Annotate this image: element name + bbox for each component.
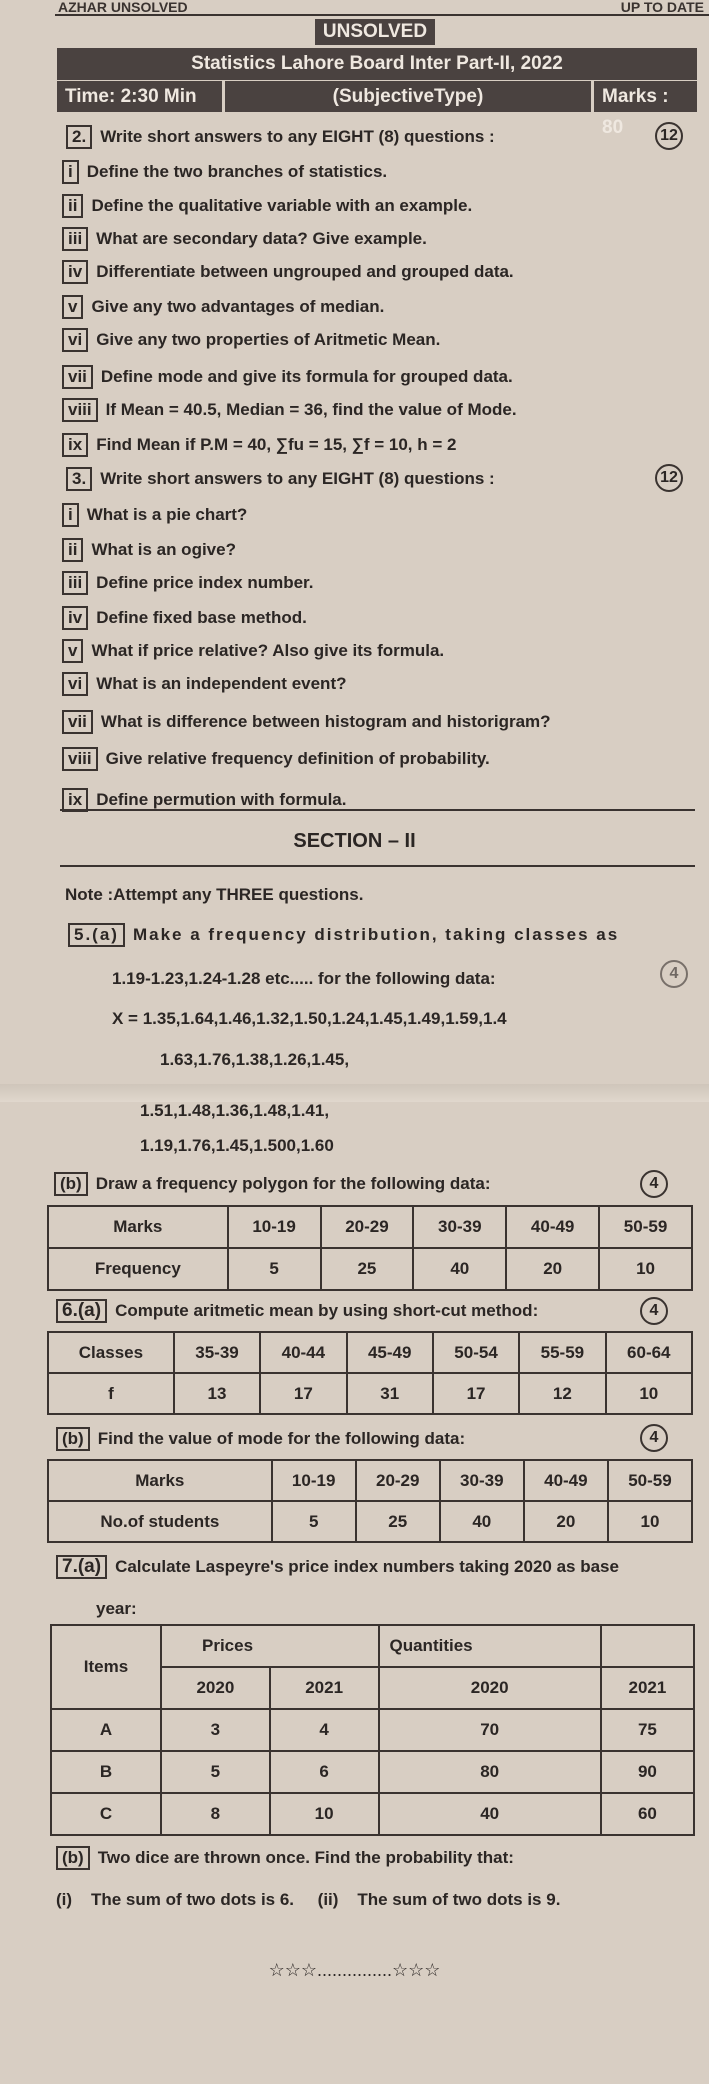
- q5a-line: 1.19-1.23,1.24-1.28 etc..... for the following data:: [112, 969, 496, 988]
- table-row: [48, 1332, 692, 1373]
- item-number: iv: [62, 606, 88, 630]
- time: Time: 2:30 Min: [57, 81, 222, 112]
- table-cell: 17: [260, 1373, 346, 1414]
- q5a-line: 1.63,1.76,1.38,1.26,1.45,: [160, 1050, 350, 1069]
- short-question: [62, 260, 514, 284]
- short-question: [62, 538, 236, 562]
- item-text: Differentiate between ungrouped and grouped data.: [96, 262, 514, 281]
- item-number: vii: [62, 365, 93, 389]
- marks-circle: 4: [640, 1424, 668, 1452]
- part-i-text: The sum of two dots is 6.: [90, 1890, 295, 1909]
- table-cell: 17: [433, 1373, 519, 1414]
- item-number: viii: [62, 747, 98, 771]
- table-row: [48, 1206, 692, 1248]
- table-row: [48, 1248, 692, 1290]
- table-cell: Marks: [48, 1460, 272, 1501]
- q5a-text: Make a frequency distribution, taking classes as: [132, 925, 620, 944]
- q7b-text: Two dice are thrown once. Find the probability that:: [97, 1848, 514, 1867]
- item-text: What if price relative? Also give its formula.: [91, 641, 445, 660]
- table-cell: B: [51, 1751, 161, 1793]
- q7a-table: [50, 1624, 695, 1836]
- header-left: AZHAR UNSOLVED: [58, 0, 188, 15]
- table-row: [48, 1460, 692, 1501]
- q5a-number: 5.(a): [68, 923, 125, 947]
- table-cell: 35-39: [174, 1332, 260, 1373]
- short-question: [62, 227, 427, 251]
- table-cell: 31: [347, 1373, 433, 1414]
- item-text: Give relative frequency definition of probability.: [105, 749, 490, 768]
- short-question: [62, 672, 347, 696]
- q5a-line: X = 1.35,1.64,1.46,1.32,1.50,1.24,1.45,1.49,1.59,1.4: [112, 1009, 507, 1028]
- table-cell: 70: [379, 1709, 601, 1751]
- q5a-line: 1.51,1.48,1.36,1.48,1.41,: [140, 1101, 330, 1120]
- end-marker: ☆☆☆...............☆☆☆: [268, 1960, 441, 1980]
- table-cell: 10: [606, 1373, 692, 1414]
- table-cell: f: [48, 1373, 174, 1414]
- short-question: [62, 433, 456, 457]
- q5a-line: 1.19,1.76,1.45,1.500,1.60: [140, 1136, 334, 1155]
- item-text: Define mode and give its formula for grouped data.: [100, 367, 513, 386]
- table-cell: 5: [272, 1501, 356, 1542]
- table-cell: 10: [608, 1501, 692, 1542]
- item-text: Find Mean if P.M = 40, ∑fu = 15, ∑f = 10, h = 2: [96, 435, 457, 454]
- col-quantities: Quantities: [379, 1625, 601, 1667]
- q7a-prompt: [56, 1555, 619, 1579]
- short-question: [62, 571, 313, 595]
- part-ii-label: (ii): [317, 1890, 339, 1909]
- table-cell: Frequency: [48, 1248, 228, 1290]
- short-question: [62, 398, 517, 422]
- table-cell: 50-54: [433, 1332, 519, 1373]
- item-text: Define the qualitative variable with an example.: [91, 196, 473, 215]
- q3-heading: [66, 467, 495, 491]
- item-number: v: [62, 639, 83, 663]
- table-row: [51, 1793, 694, 1835]
- item-number: viii: [62, 398, 98, 422]
- divider: [60, 809, 695, 811]
- short-question: [62, 365, 513, 389]
- short-question: [62, 710, 551, 734]
- section-title: SECTION – II: [293, 830, 416, 852]
- short-question: [62, 606, 307, 630]
- q6b-number: (b): [56, 1427, 90, 1451]
- unsolved-badge: UNSOLVED: [315, 19, 435, 45]
- marks-circle: 4: [640, 1297, 668, 1325]
- table-cell: 80: [379, 1751, 601, 1793]
- short-question: [62, 639, 444, 663]
- q5b-prompt: [54, 1172, 491, 1196]
- table-cell: 40-44: [260, 1332, 346, 1373]
- item-text: If Mean = 40.5, Median = 36, find the value of Mode.: [105, 400, 517, 419]
- marks-circle: 4: [640, 1170, 668, 1198]
- col-items: Items: [51, 1625, 161, 1709]
- q6b-text: Find the value of mode for the following data:: [97, 1429, 466, 1448]
- table-cell: C: [51, 1793, 161, 1835]
- table-cell: 40: [413, 1248, 506, 1290]
- note: Note :Attempt any THREE questions.: [65, 885, 364, 904]
- table-cell: 8: [161, 1793, 270, 1835]
- item-text: Give any two advantages of median.: [91, 297, 385, 316]
- table-cell: 50-59: [608, 1460, 692, 1501]
- q7a-text-cont: year:: [96, 1599, 137, 1618]
- table-cell: 50-59: [599, 1206, 692, 1248]
- page-fold: [0, 1084, 709, 1102]
- marks-circle: 12: [655, 464, 683, 492]
- table-row: [48, 1501, 692, 1542]
- item-number: vi: [62, 672, 88, 696]
- table-cell: 40-49: [506, 1206, 599, 1248]
- q6a-prompt: [56, 1299, 538, 1323]
- q5a-prompt: [68, 923, 619, 947]
- item-text: What is an ogive?: [91, 540, 236, 559]
- total-marks: Marks : 80: [594, 81, 697, 112]
- short-question: [62, 194, 472, 218]
- table-cell: 40-49: [524, 1460, 608, 1501]
- marks-circle: 12: [655, 122, 683, 150]
- table-cell: 30-39: [440, 1460, 524, 1501]
- item-text: What is an independent event?: [96, 674, 347, 693]
- table-cell: 6: [270, 1751, 379, 1793]
- table-cell: 75: [601, 1709, 694, 1751]
- item-number: i: [62, 160, 79, 184]
- item-text: What are secondary data? Give example.: [96, 229, 427, 248]
- col-prices: Prices: [161, 1625, 379, 1667]
- table-cell: 30-39: [413, 1206, 506, 1248]
- item-number: iv: [62, 260, 88, 284]
- q5b-table: [47, 1205, 693, 1291]
- table-cell: 4: [270, 1709, 379, 1751]
- table-cell: 5: [228, 1248, 321, 1290]
- item-number: ii: [62, 538, 83, 562]
- table-cell: 25: [321, 1248, 414, 1290]
- q6a-number: 6.(a): [56, 1299, 107, 1323]
- marks-circle: 4: [660, 960, 688, 988]
- q6b-prompt: [56, 1427, 465, 1451]
- q6a-text: Compute aritmetic mean by using short-cut method:: [115, 1301, 539, 1320]
- q5b-number: (b): [54, 1172, 88, 1196]
- year-cell: 2020: [379, 1667, 601, 1709]
- short-question: [62, 328, 440, 352]
- item-text: What is a pie chart?: [86, 505, 248, 524]
- table-row: [51, 1709, 694, 1751]
- table-cell: 5: [161, 1751, 270, 1793]
- empty-cell: [601, 1625, 694, 1667]
- short-question: [62, 747, 490, 771]
- q7a-number: 7.(a): [56, 1555, 107, 1579]
- table-cell: 10-19: [228, 1206, 321, 1248]
- table-cell: 40: [379, 1793, 601, 1835]
- table-cell: 20-29: [356, 1460, 440, 1501]
- table-cell: 20: [506, 1248, 599, 1290]
- q2-heading: [66, 125, 495, 149]
- q6a-table: [47, 1331, 693, 1415]
- table-cell: 10-19: [272, 1460, 356, 1501]
- item-number: i: [62, 503, 79, 527]
- table-cell: 25: [356, 1501, 440, 1542]
- part-i-label: (i): [56, 1890, 73, 1909]
- item-number: iii: [62, 227, 88, 251]
- q7b-prompt: [56, 1846, 514, 1870]
- table-cell: 10: [599, 1248, 692, 1290]
- item-number: ix: [62, 788, 88, 812]
- item-number: ii: [62, 194, 83, 218]
- q6b-table: [47, 1459, 693, 1543]
- divider: [60, 865, 695, 867]
- table-cell: 13: [174, 1373, 260, 1414]
- year-cell: 2021: [601, 1667, 694, 1709]
- year-cell: 2020: [161, 1667, 270, 1709]
- table-cell: Classes: [48, 1332, 174, 1373]
- question-number: 3.: [66, 467, 92, 491]
- table-cell: 20: [524, 1501, 608, 1542]
- short-question: [62, 503, 247, 527]
- item-number: v: [62, 295, 83, 319]
- question-text: Write short answers to any EIGHT (8) questions :: [100, 127, 495, 146]
- table-cell: 12: [519, 1373, 605, 1414]
- table-cell: 45-49: [347, 1332, 433, 1373]
- table-cell: 40: [440, 1501, 524, 1542]
- q7a-text: Calculate Laspeyre's price index numbers taking 2020 as base: [115, 1557, 619, 1576]
- short-question: [62, 295, 384, 319]
- item-number: ix: [62, 433, 88, 457]
- table-cell: 60-64: [606, 1332, 692, 1373]
- table-cell: 90: [601, 1751, 694, 1793]
- question-text: Write short answers to any EIGHT (8) questions :: [100, 469, 495, 488]
- paper-title: Statistics Lahore Board Inter Part-II, 2022: [57, 48, 697, 80]
- item-number: vi: [62, 328, 88, 352]
- item-text: Define permution with formula.: [96, 790, 347, 809]
- q5b-text: Draw a frequency polygon for the following data:: [95, 1174, 491, 1193]
- item-text: Give any two properties of Aritmetic Mean.: [96, 330, 441, 349]
- table-cell: 60: [601, 1793, 694, 1835]
- table-row: [51, 1751, 694, 1793]
- year-cell: 2021: [270, 1667, 379, 1709]
- table-cell: Marks: [48, 1206, 228, 1248]
- table-row: [48, 1373, 692, 1414]
- q7b-parts: [56, 1890, 560, 1910]
- header-right: UP TO DATE: [620, 0, 704, 15]
- table-cell: A: [51, 1709, 161, 1751]
- part-ii-text: The sum of two dots is 9.: [357, 1890, 561, 1909]
- table-cell: 10: [270, 1793, 379, 1835]
- q7b-number: (b): [56, 1846, 90, 1870]
- item-text: Define price index number.: [96, 573, 314, 592]
- item-number: vii: [62, 710, 93, 734]
- table-cell: 20-29: [321, 1206, 414, 1248]
- question-number: 2.: [66, 125, 92, 149]
- table-cell: 55-59: [519, 1332, 605, 1373]
- table-cell: 3: [161, 1709, 270, 1751]
- table-cell: No.of students: [48, 1501, 272, 1542]
- short-question: [62, 160, 387, 184]
- paper-type: (SubjectiveType): [225, 81, 591, 112]
- item-text: Define the two branches of statistics.: [86, 162, 388, 181]
- item-number: iii: [62, 571, 88, 595]
- running-header: [55, 0, 709, 16]
- item-text: What is difference between histogram and historigram?: [100, 712, 551, 731]
- item-text: Define fixed base method.: [96, 608, 307, 627]
